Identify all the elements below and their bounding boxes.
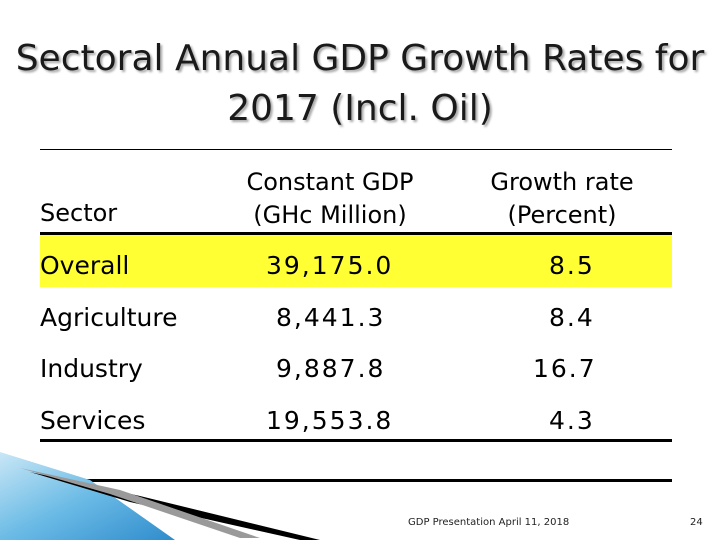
row-industry-growth-rate: 16.7 [533,354,597,383]
row-services-growth-rate: 4.3 [549,406,595,435]
row-services-sector: Services [40,406,146,435]
row-agriculture-growth-rate: 8.4 [549,303,595,332]
row-agriculture-sector: Agriculture [40,303,178,332]
row-overall-sector: Overall [40,251,130,280]
header-constant-gdp-line-1: Constant GDP [246,168,414,196]
header-constant-gdp-line-2: (GHc Million) [253,201,407,229]
header-constant-gdp [230,166,430,232]
row-overall-growth-rate: 8.5 [549,251,595,280]
header-sector: Sector [40,199,118,227]
top-rule [40,149,672,150]
footer-text: GDP Presentation April 11, 2018 [408,517,570,528]
row-industry-sector: Industry [40,354,143,383]
corner-blue-wedge [0,452,175,540]
slide-title [0,34,720,134]
header-growth-rate [462,166,662,232]
corner-decoration [0,440,330,540]
row-agriculture-constant-gdp: 8,441.3 [276,303,386,332]
header-growth-rate-line-2: (Percent) [507,201,617,229]
slide-title-line-1: Sectoral Annual GDP Growth Rates for [15,38,705,79]
page-number: 24 [690,517,703,528]
row-overall-constant-gdp: 39,175.0 [266,251,394,280]
header-growth-rate-line-1: Growth rate [490,168,634,196]
slide-title-line-2: 2017 (Incl. Oil) [227,88,493,129]
row-services-constant-gdp: 19,553.8 [266,406,394,435]
row-industry-constant-gdp: 9,887.8 [276,354,386,383]
